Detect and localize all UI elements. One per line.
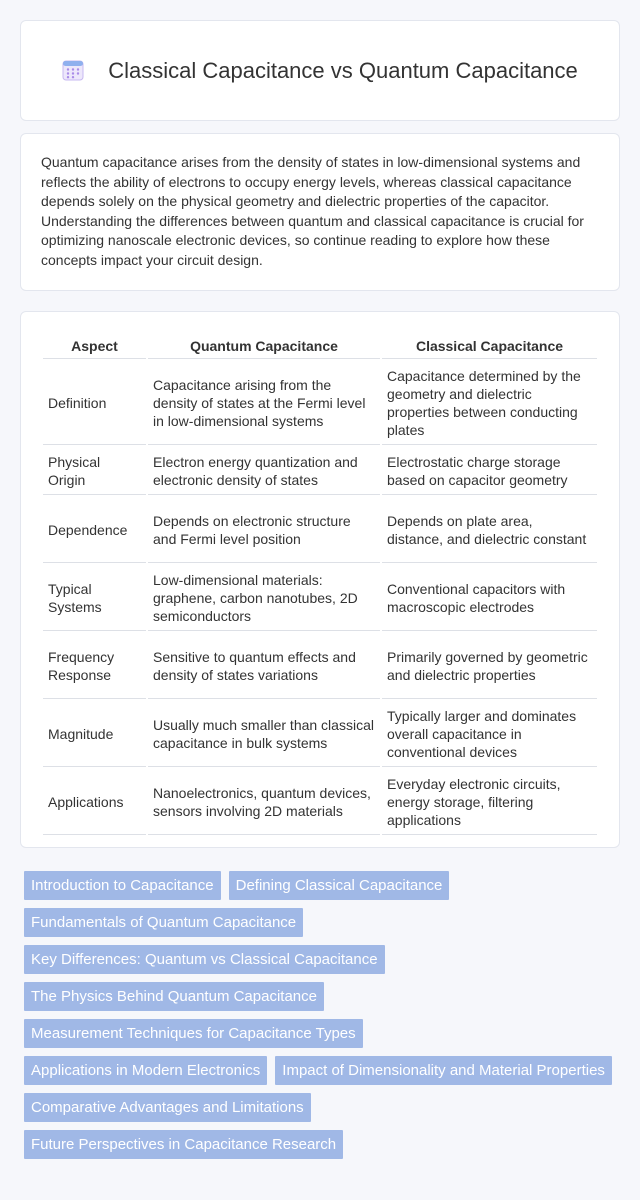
- topic-tag-quantum-fundamentals[interactable]: Fundamentals of Quantum Capacitance: [24, 908, 303, 937]
- cell-classical: Typically larger and dominates overall capacitance in conventional devices: [382, 701, 597, 767]
- table-header-row: [43, 333, 597, 359]
- cell-quantum: Low-dimensional materials: graphene, carbon nanotubes, 2D semiconductors: [148, 565, 380, 631]
- cell-aspect: Physical Origin: [43, 447, 146, 495]
- table-row: [43, 361, 597, 445]
- table-row: [43, 633, 597, 699]
- cell-quantum: Depends on electronic structure and Fermi level position: [148, 497, 380, 563]
- cell-aspect: Definition: [43, 361, 146, 445]
- topic-tag-introduction[interactable]: Introduction to Capacitance: [24, 871, 221, 900]
- cell-aspect: Applications: [43, 769, 146, 835]
- header-quantum: Quantum Capacitance: [148, 333, 380, 359]
- cell-quantum: Sensitive to quantum effects and density of states variations: [148, 633, 380, 699]
- cell-quantum: Usually much smaller than classical capacitance in bulk systems: [148, 701, 380, 767]
- cell-aspect: Dependence: [43, 497, 146, 563]
- topic-tag-key-differences[interactable]: Key Differences: Quantum vs Classical Capacitance: [24, 945, 385, 974]
- page-title: Classical Capacitance vs Quantum Capacitance: [108, 58, 578, 83]
- title-wrap: [62, 56, 578, 85]
- cell-quantum: Electron energy quantization and electronic density of states: [148, 447, 380, 495]
- cell-classical: Conventional capacitors with macroscopic electrodes: [382, 565, 597, 631]
- cell-classical: Everyday electronic circuits, energy storage, filtering applications: [382, 769, 597, 835]
- cell-classical: Primarily governed by geometric and dielectric properties: [382, 633, 597, 699]
- intro-text: Quantum capacitance arises from the density of states in low-dimensional systems and reflects the ability of electrons to occupy energy levels, whereas classical capacitance depends solely on the physical geometry and dielectric properties of the capacitor. Understanding the differences between quantum and classical capacitance is crucial for optimizing nanoscale electronic devices, so continue reading to explore how these concepts impact your circuit design.: [41, 154, 584, 268]
- topic-tag-future[interactable]: Future Perspectives in Capacitance Research: [24, 1130, 343, 1159]
- comparison-table-card: [20, 311, 620, 848]
- table-row: [43, 769, 597, 835]
- topic-tag-measurement[interactable]: Measurement Techniques for Capacitance Types: [24, 1019, 363, 1048]
- topic-tag-advantages[interactable]: Comparative Advantages and Limitations: [24, 1093, 311, 1122]
- table-row: [43, 565, 597, 631]
- cell-quantum: Nanoelectronics, quantum devices, sensors involving 2D materials: [148, 769, 380, 835]
- table-row: [43, 447, 597, 495]
- cell-classical: Depends on plate area, distance, and dielectric constant: [382, 497, 597, 563]
- topic-tag-dimensionality[interactable]: Impact of Dimensionality and Material Properties: [275, 1056, 612, 1085]
- intro-card: [20, 133, 620, 291]
- table-row: [43, 497, 597, 563]
- title-card: [20, 20, 620, 121]
- topic-tag-classical[interactable]: Defining Classical Capacitance: [229, 871, 450, 900]
- cell-classical: Capacitance determined by the geometry and dielectric properties between conducting plates: [382, 361, 597, 445]
- cell-aspect: Frequency Response: [43, 633, 146, 699]
- cell-classical: Electrostatic charge storage based on capacitor geometry: [382, 447, 597, 495]
- topic-tags: [20, 871, 620, 1167]
- table-row: [43, 701, 597, 767]
- cell-quantum: Capacitance arising from the density of states at the Fermi level in low-dimensional systems: [148, 361, 380, 445]
- header-classical: Classical Capacitance: [382, 333, 597, 359]
- calendar-grid-icon: [62, 59, 84, 81]
- comparison-table: [41, 331, 599, 837]
- cell-aspect: Typical Systems: [43, 565, 146, 631]
- header-aspect: Aspect: [43, 333, 146, 359]
- cell-aspect: Magnitude: [43, 701, 146, 767]
- topic-tag-applications[interactable]: Applications in Modern Electronics: [24, 1056, 267, 1085]
- topic-tag-physics[interactable]: The Physics Behind Quantum Capacitance: [24, 982, 324, 1011]
